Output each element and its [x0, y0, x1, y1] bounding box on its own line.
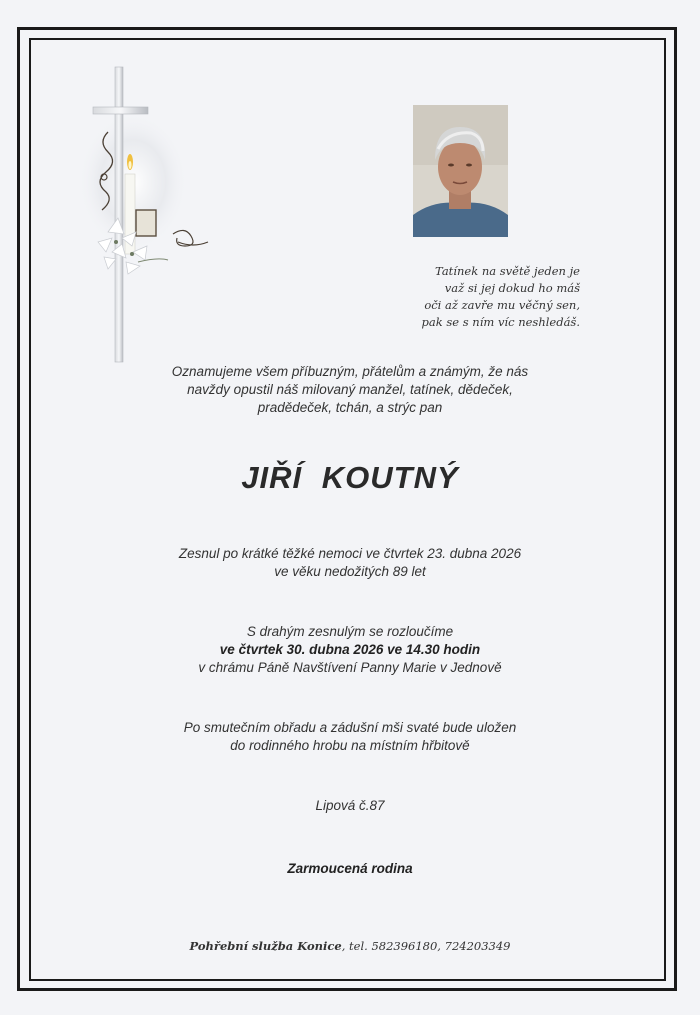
family-signature: Zarmoucená rodina	[287, 861, 413, 876]
poem-line: oči až zavře mu věčný sen,	[424, 298, 580, 312]
deceased-name: JIŘÍ KOUTNÝ	[241, 460, 459, 495]
poem	[330, 263, 580, 331]
poem-line: važ si jej dokud ho máš	[444, 281, 580, 295]
portrait-photo	[413, 105, 508, 237]
announcement-intro	[140, 363, 560, 417]
farewell-info	[120, 623, 580, 677]
farewell-line: S drahým zesnulým se rozloučíme	[246, 624, 454, 639]
funeral-service-name: Pohřební služba Konice	[189, 939, 342, 953]
intro-line: Oznamujeme všem příbuzným, přátelům a známým, že nás	[171, 364, 529, 379]
burial-line: do rodinného hrobu na místním hřbitově	[230, 738, 470, 753]
intro-line: navždy opustil náš milovaný manžel, tatínek, dědeček,	[187, 382, 513, 397]
funeral-service-footer	[120, 939, 580, 953]
farewell-datetime: ve čtvrtek 30. dubna 2026 ve 14.30 hodin	[219, 642, 481, 657]
poem-line: pak se s ním víc neshledáš.	[421, 315, 580, 329]
address: Lipová č.87	[315, 798, 385, 813]
burial-info	[120, 719, 580, 755]
farewell-place: v chrámu Páně Navštívení Panny Marie v Jednově	[198, 660, 502, 675]
death-notice	[120, 545, 580, 581]
intro-line: pradědeček, tchán, a strýc pan	[257, 400, 443, 415]
poem-line: Tatínek na světě jeden je	[435, 264, 580, 278]
funeral-service-contact: , tel. 582396180, 724203349	[341, 939, 511, 953]
death-notice-line: ve věku nedožitých 89 let	[274, 564, 426, 579]
cross-candle-lily-icon	[78, 62, 218, 367]
death-notice-line: Zesnul po krátké těžké nemoci ve čtvrtek 23. dubna 2026	[178, 546, 522, 561]
burial-line: Po smutečním obřadu a zádušní mši svaté bude uložen	[183, 720, 517, 735]
